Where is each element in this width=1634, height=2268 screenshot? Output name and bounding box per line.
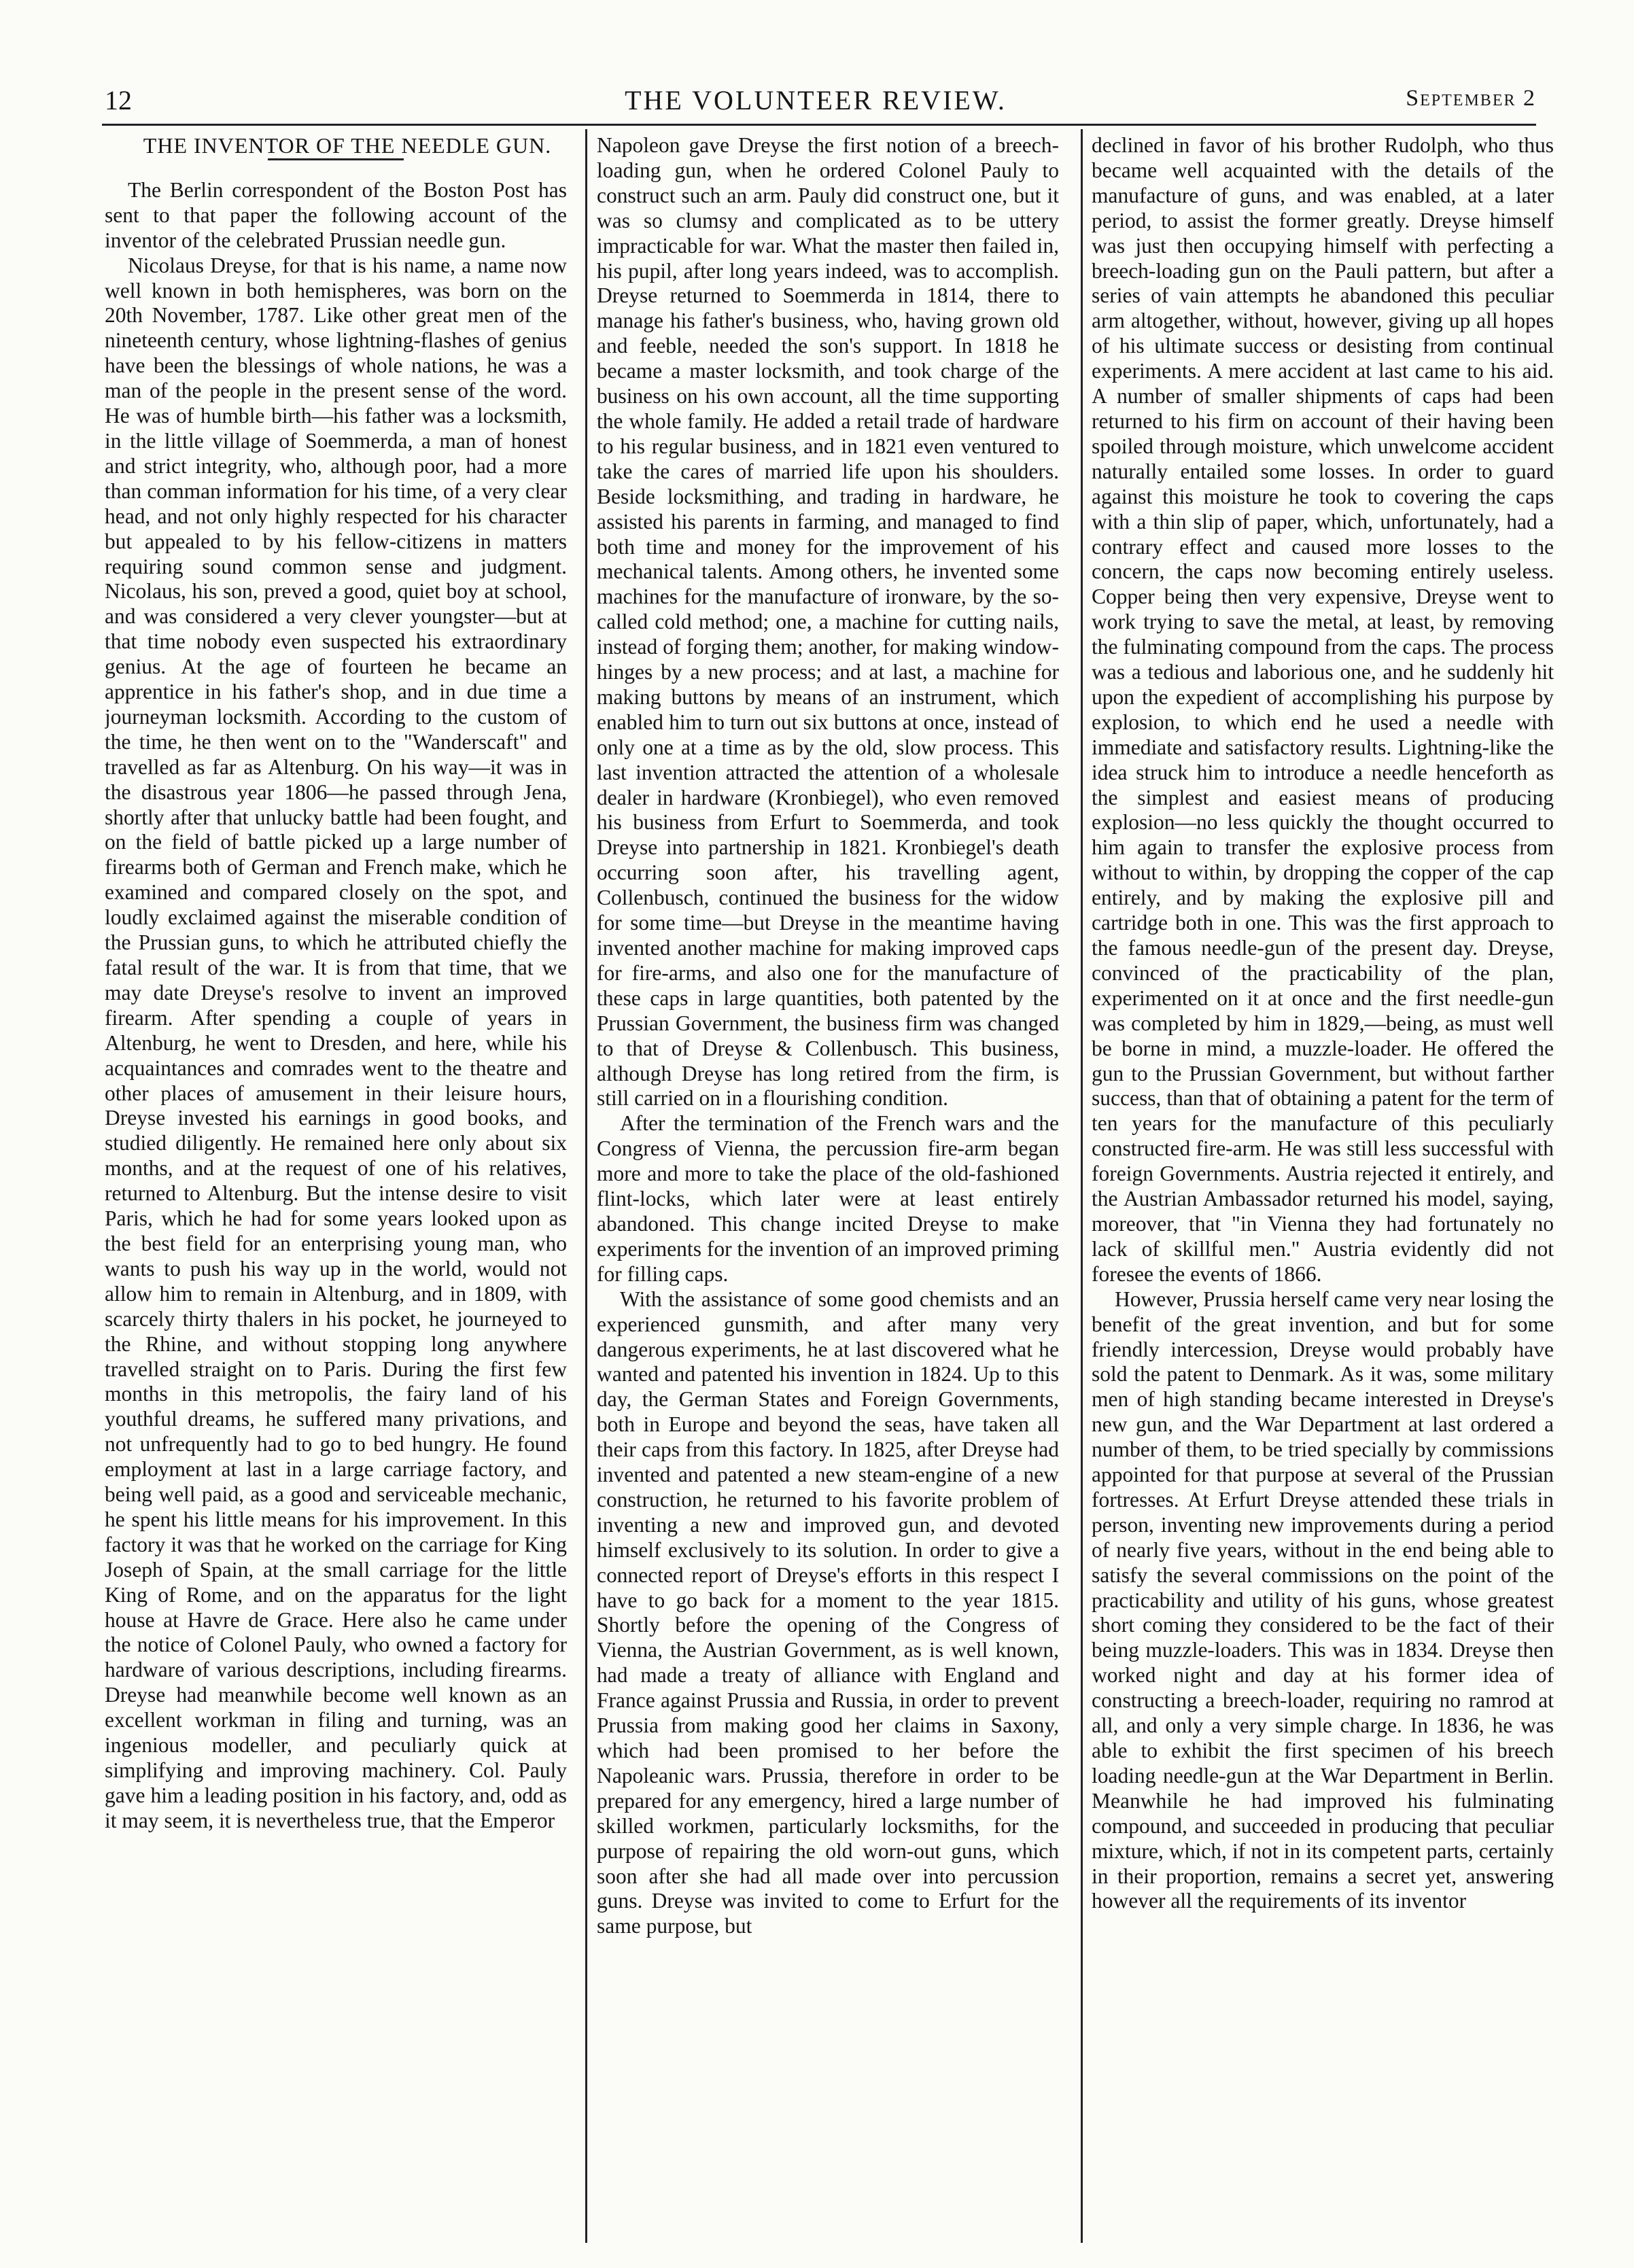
headline-rule [268,158,404,160]
header-rule [102,124,1536,126]
paragraph: The Berlin correspondent of the Boston Post has sent to that paper the following account of the inventor of the celebrated Prussian needle gun. [105,177,567,252]
column-divider [585,129,587,2243]
column-divider [1081,129,1083,2243]
paragraph: After the termination of the French wars and the Congress of Vienna, the percussion fire-arm began more and more to take the place of the old-fashioned flint-locks, which later were at least entirely abandoned. This change incited Dreyse to make experiments for the invention of an improved priming for filling caps. [597,1111,1059,1286]
paragraph: declined in favor of his brother Rudolph, who thus became well acquainted with the details of the manufacture of guns, and was enabled, at a later period, to assist the former greatly. Dreyse himself was just then occupying himself with perfecting a breech-loading gun on the Pauli pattern, but after a series of vain attempts he abandoned this peculiar arm altogether, without, however, giving up all hopes of his ultimate success or desisting from continual experiments. A mere accident at last came to his aid. A number of smaller shipments of caps had been returned to his firm on account of their having been spoiled through moisture, which unwelcome accident naturally entailed some losses. In order to guard against this moisture he took to covering the caps with a thin slip of paper, which, unfortunately, had a contrary effect and caused more losses to the concern, the caps now becoming entirely useless. Copper being then very expensive, Dreyse went to work trying to save the metal, at least, by removing the fulminating compound from the caps. The process was a tedious and laborious one, and he suddenly hit upon the expedient of accomplishing his purpose by explosion, to which end he used a needle with immediate and satisfactory results. Lightning-like the idea struck him to introduce a needle henceforth as the simplest and easiest means of producing explosion—no less quickly the thought occurred to him again to transfer the explosive process from without to within, by dropping the copper of the cap entirely, and by making the explosive pill and cartridge both in one. This was the first approach to the famous needle-gun of the present day. Dreyse, convinced of the practicability of the plan, experimented on it at once and the first needle-gun was completed by him in 1829,—being, as must well be borne in mind, a muzzle-loader. He offered the gun to the Prussian Government, but without farther success, than that of obtaining a patent for the term of ten years for the manufacture of this peculiarly constructed fire-arm. He was still less successful with foreign Governments. Austria rejected it entirely, and the Austrian Ambassador returned his model, saying, moreover, that "in Vienna they had fortunately no lack of skillful men." Austria evidently did not foresee the events of 1866. [1092,133,1554,1286]
paragraph: With the assistance of some good chemists and an experienced gunsmith, and after many very dangerous experiments, he at last discovered what he wanted and patented his invention in 1824. Up to this day, the German States and Foreign Governments, both in Europe and beyond the seas, have taken all their caps from this factory. In 1825, after Dreyse had invented and patented a new steam-engine of a new construction, he returned to his favorite problem of inventing a new and improved gun, and devoted himself exclusively to its solution. In order to give a connected report of Dreyse's efforts in this respect I have to go back for a moment to the year 1815. Shortly before the opening of the Congress of Vienna, the Austrian Government, as is well known, had made a treaty of alliance with England and France against Prussia and Russia, in order to prevent Prussia from making good her claims in Saxony, which had been promised to her before the Napoleanic wars. Prussia, therefore in order to be prepared for any emergency, hired a large number of skilled workmen, particularly locksmiths, for the purpose of repairing the old worn-out guns, which soon after she had all made over into percussion guns. Dreyse was invited to come to Erfurt for the same purpose, but [597,1287,1059,1938]
issue-date: September 2 [1406,86,1536,111]
masthead-title: THE VOLUNTEER REVIEW. [625,85,1007,116]
article-column-1 [105,133,567,2240]
article-column-2 [597,133,1059,2240]
paragraph: Nicolaus Dreyse, for that is his name, a name now well known in both hemispheres, was born on the 20th November, 1787. Like other great men of the nineteenth century, whose lightning-flashes of genius have been the blessings of whole nations, he was a man of the people in the present sense of the word. He was of humble birth—his father was a locksmith, in the little village of Soemmerda, a man of honest and strict integrity, who, although poor, had a more than comman information for his time, of a very clear head, and not only highly respected for his character but appealed to by his fellow-citizens in matters requiring sound common sense and judgment. Nicolaus, his son, preved a good, quiet boy at school, and was considered a very clever youngster—but at that time nobody even suspected his extraordinary genius. At the age of fourteen he became an apprentice in his father's shop, and in due time a journeyman locksmith. According to the custom of the time, he then went on to the "Wanderscaft" and travelled as far as Altenburg. On his way—it was in the disastrous year 1806—he passed through Jena, shortly after that unlucky battle had been fought, and on the field of battle picked up a large number of firearms both of German and French make, which he examined and compared closely on the spot, and loudly exclaimed against the miserable condition of the Prussian guns, to which he attributed chiefly the fatal result of the war. It is from that time, that we may date Dreyse's resolve to invent an improved firearm. After spending a couple of years in Altenburg, he went to Dresden, and here, while his acquaintances and comrades went to the theatre and other places of amusement in their leisure hours, Dreyse invested his earnings in good books, and studied diligently. He remained here only about six months, and at the request of one of his relatives, returned to Altenburg. But the intense desire to visit Paris, which he had for some years looked upon as the best field for an enterprising young man, who wants to push his way up in the world, would not allow him to remain in Altenburg, and in 1809, with scarcely thirty thalers in his pocket, he journeyed to the Rhine, and without stopping long anywhere travelled straight on to Paris. During the first few months in this metropolis, the fairy land of his youthful dreams, he suffered many privations, and not unfrequently had to go to bed hungry. He found employment at last in a large carriage factory, and being well paid, as a good and serviceable mechanic, he spent his little means for his improvement. In this factory it was that he worked on the carriage for King Joseph of Spain, at the small carriage for the little King of Rome, and on the apparatus for the light house at Havre de Grace. Here also he came under the notice of Colonel Pauly, who owned a factory for hardware of various descriptions, including firearms. Dreyse had meanwhile become well known as an excellent workman in filing and turning, was an ingenious modeller, and peculiarly quick at simplifying and improving machinery. Col. Pauly gave him a leading position in his factory, and, odd as it may seem, it is nevertheless true, that the Emperor [105,253,567,1832]
page-number: 12 [105,85,132,116]
paragraph: Napoleon gave Dreyse the first notion of a breech-loading gun, when he ordered Colonel Pauly to construct such an arm. Pauly did construct one, but it was so clumsy and complicated as to be uttery impracticable for war. What the master then failed in, his pupil, after long years indeed, was to accomplish. Dreyse returned to Soemmerda in 1814, there to manage his father's business, who, having grown old and feeble, needed the son's support. In 1818 he became a master locksmith, and took charge of the business on his own account, all the time supporting the whole family. He added a retail trade of hardware to his regular business, and in 1821 even ventured to take the cares of married life upon his shoulders. Beside locksmithing, and trading in hardware, he assisted his parents in farming, and managed to find both time and money for the improvement of his mechanical talents. Among others, he invented some machines for the manufacture of ironware, by the so-called cold method; one, a machine for cutting nails, instead of forging them; another, for making window-hinges by a new process; and at last, a machine for making buttons by means of an instrument, which enabled him to turn out six buttons at once, instead of only one at a time as by the old, slow process. This last invention attracted the attention of a wholesale dealer in hardware (Kronbiegel), who even removed his business from Erfurt to Soemmerda, and took Dreyse into partnership in 1821. Kronbiegel's death occurring soon after, his travelling agent, Collenbusch, continued the business for the widow for some time—but Dreyse in the meantime having invented another machine for making improved caps for fire-arms, and also one for the manufacture of these caps in large quantities, both patented by the Prussian Government, the business firm was changed to that of Dreyse & Collenbusch. This business, although Dreyse has long retired from the firm, is still carried on in a flourishing condition. [597,133,1059,1111]
article-headline: THE INVENTOR OF THE NEEDLE GUN. [143,133,552,158]
paragraph: However, Prussia herself came very near losing the benefit of the great invention, and but for some friendly intercession, Dreyse would probably have sold the patent to Denmark. As it was, some military men of high standing became interested in Dreyse's new gun, and the War Department at last ordered a number of them, to be tried specially by commissions appointed for that purpose at several of the Prussian fortresses. At Erfurt Dreyse attended these trials in person, inventing new improvements during a period of nearly five years, without in the end being able to satisfy the several commissions on the point of the practicability and utility of his guns, whose greatest short coming they considered to be the fact of their being muzzle-loaders. This was in 1834. Dreyse then worked night and day at his former idea of constructing a breech-loader, requiring no ramrod at all, and only a very simple charge. In 1836, he was able to exhibit the first specimen of his breech loading needle-gun at the War Department in Berlin. Meanwhile he had improved his fulminating compound, and succeeded in producing that peculiar mixture, which, if not in its competent parts, certainly in their proportion, remains a secret yet, answering however all the requirements of its inventor [1092,1287,1554,1913]
page-header [95,80,1536,121]
article-column-3 [1092,133,1554,2240]
